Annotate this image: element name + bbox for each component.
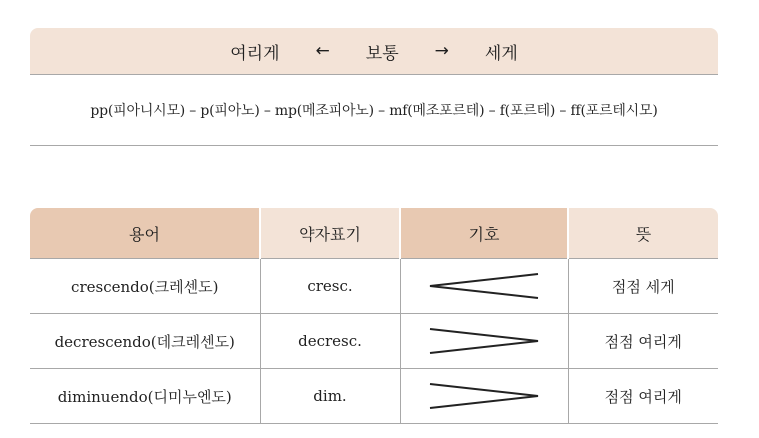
- meaning-cell: 점점 여리게: [568, 369, 718, 424]
- arrow-left-icon: ←: [315, 41, 330, 61]
- normal-label: 보통: [365, 43, 399, 64]
- crescendo-hairpin-icon: [426, 271, 542, 301]
- symbol-cell: [400, 314, 568, 369]
- meaning-cell: 점점 여리게: [568, 314, 718, 369]
- decrescendo-hairpin-icon: [426, 381, 542, 411]
- abbr-cell: cresc.: [260, 259, 400, 314]
- dynamics-box: [30, 28, 718, 146]
- header-meaning: 뜻: [568, 208, 718, 259]
- term-cell: diminuendo(디미누엔도): [30, 369, 260, 424]
- symbol-cell: [400, 369, 568, 424]
- softer-label: 여리게: [230, 43, 280, 64]
- table-header-row: [30, 208, 718, 259]
- table-row: [30, 369, 718, 424]
- header-symbol: 기호: [400, 208, 568, 259]
- term-cell: decrescendo(데크레센도): [30, 314, 260, 369]
- header-term: 용어: [30, 208, 260, 259]
- header-abbr: 약자표기: [260, 208, 400, 259]
- terms-table: [30, 208, 718, 424]
- decrescendo-hairpin-icon: [426, 326, 542, 356]
- abbr-cell: dim.: [260, 369, 400, 424]
- arrow-right-icon: →: [434, 41, 449, 61]
- dynamics-scale-text: pp(피아니시모) – p(피아노) – mp(메조피아노) – mf(메조포르테) – f(포르테) – ff(포르테시모): [90, 103, 658, 119]
- term-cell: crescendo(크레센도): [30, 259, 260, 314]
- dynamics-scale: [30, 75, 718, 146]
- louder-label: 세게: [484, 43, 518, 64]
- symbol-cell: [400, 259, 568, 314]
- meaning-cell: 점점 세게: [568, 259, 718, 314]
- dynamics-header: [30, 28, 718, 75]
- table-row: [30, 259, 718, 314]
- table-row: [30, 314, 718, 369]
- abbr-cell: decresc.: [260, 314, 400, 369]
